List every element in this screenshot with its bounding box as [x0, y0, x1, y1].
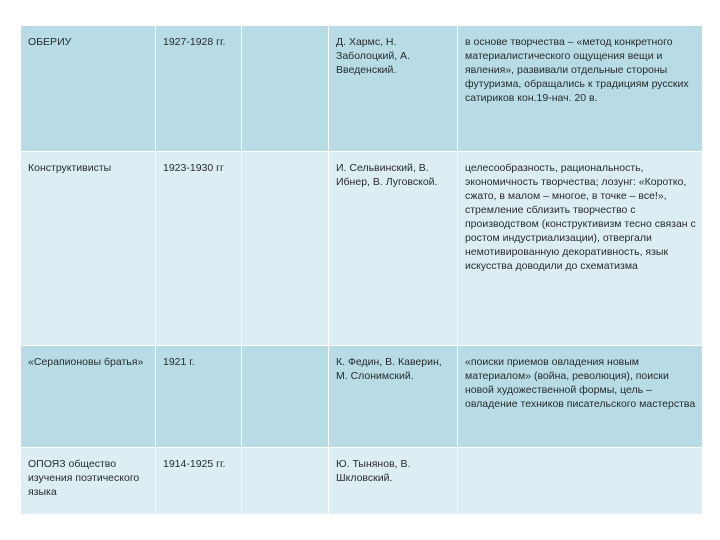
- description-cell: [458, 152, 703, 346]
- members-text: Д. Хармс, Н. Заболоцкий, А. Введенский.: [336, 36, 410, 76]
- empty-cell: [242, 26, 329, 152]
- members-cell: [329, 346, 458, 448]
- group-cell: [21, 26, 156, 152]
- members-cell: [329, 448, 458, 515]
- table-row: [21, 448, 703, 515]
- years-cell: [156, 152, 242, 346]
- years-cell: [156, 346, 242, 448]
- years-cell: [156, 26, 242, 152]
- years-text: 1927-1928 гг.: [163, 36, 226, 48]
- members-text: К. Федин, В. Каверин, М. Слонимский.: [336, 356, 442, 382]
- literary-groups-table: [20, 25, 703, 515]
- description-text: в основе творчества – «метод конкретного материалистического ощущения вещи и явления», развивали отдельные стороны футуризма, обращались к традициям русских сатириков кон.19-нач. 20 в.: [465, 36, 689, 104]
- members-cell: [329, 152, 458, 346]
- description-cell: [458, 346, 703, 448]
- description-text: «поиски приемов овладения новым материалом» (война, революция), поиски новой художественной формы, цель – овладение техников писательского мастерства: [465, 356, 696, 410]
- group-cell: [21, 152, 156, 346]
- group-cell: [21, 448, 156, 515]
- members-text: Ю. Тынянов, В. Шкловский.: [336, 458, 411, 484]
- years-cell: [156, 448, 242, 515]
- years-text: 1923-1930 гг: [163, 162, 224, 174]
- description-cell: [458, 26, 703, 152]
- group-cell: [21, 346, 156, 448]
- description-text: целесообразность, рациональность, экономичность творчества; лозунг: «Коротко, сжато, в малом – многое, в точке – все!», стремление сблизить творчество с производством (конструктивизм тесно связан с ростом индустриализации), отвергали немотивированную декоративность, язык искусства доводили до схематизма: [465, 162, 696, 272]
- empty-cell: [242, 346, 329, 448]
- table-row: [21, 346, 703, 448]
- members-cell: [329, 26, 458, 152]
- years-text: 1914-1925 гг.: [163, 458, 226, 470]
- group-name: «Серапионовы братья»: [28, 356, 144, 368]
- group-name: ОПОЯЗ общество изучения поэтического языка: [28, 458, 140, 498]
- group-name: Конструктивисты: [28, 162, 112, 174]
- empty-cell: [242, 448, 329, 515]
- members-text: И. Сельвинский, В. Ибнер, В. Луговской.: [336, 162, 438, 188]
- table-row: [21, 152, 703, 346]
- description-cell: [458, 448, 703, 515]
- group-name: ОБЕРИУ: [28, 36, 72, 48]
- years-text: 1921 г.: [163, 356, 195, 368]
- table-row: [21, 26, 703, 152]
- empty-cell: [242, 152, 329, 346]
